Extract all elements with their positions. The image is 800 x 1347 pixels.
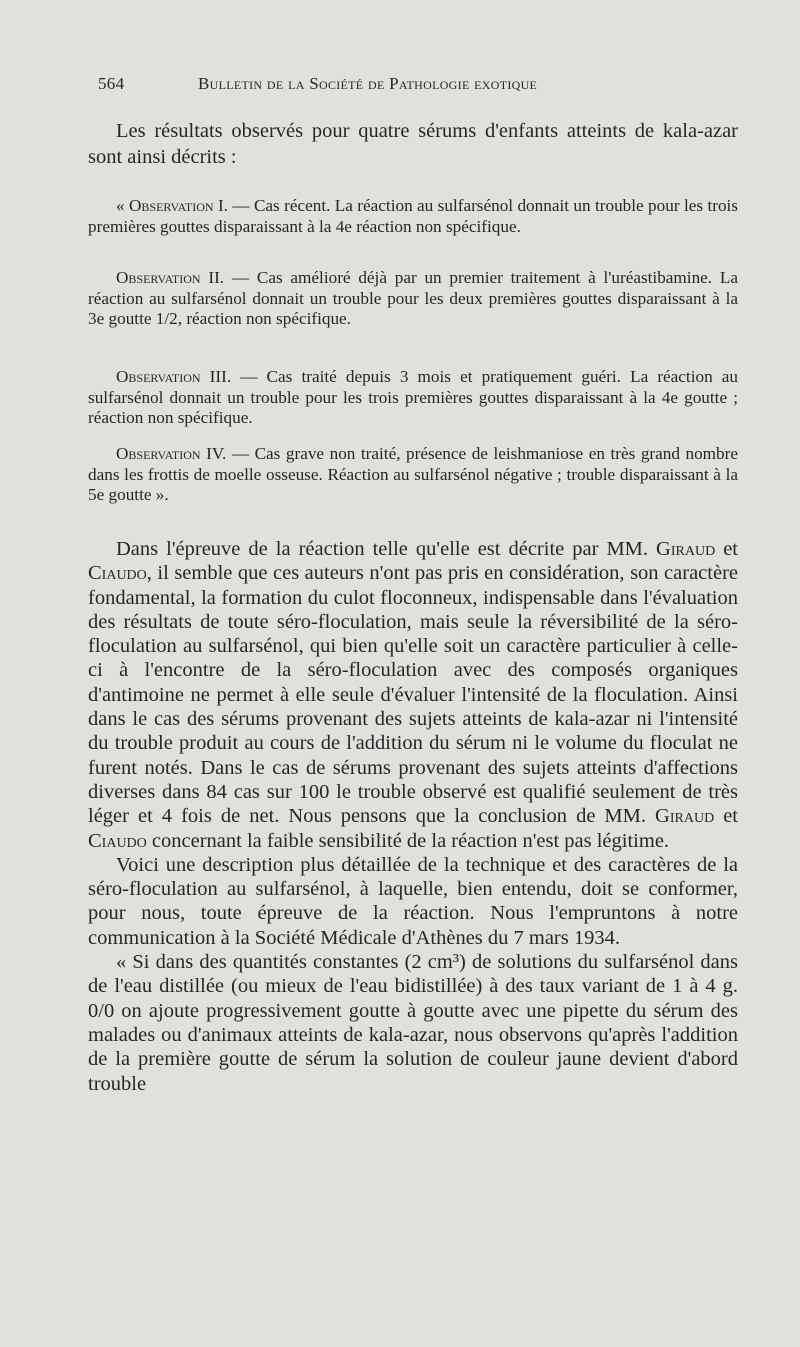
observation-label: Observation I.: [128, 196, 228, 215]
author-name: Ciaudo: [88, 562, 147, 585]
paragraph-1: Dans l'épreuve de la réaction telle qu'elle est décrite par MM. Giraud et Ciaudo, il semble que ces auteurs n'ont pas pris en considération, son caractère fondamental, la formation du culot floconneux, indispensable dans l'évaluation des résultats de toute séro-floculation, mais seule la réversibilité de la séro-floculation au sulfarsénol, qui bien qu'elle soit un caractère particulier à celle-ci à l'encontre de la séro-floculation avec des composés organiques d'antimoine ne permet à elle seule d'évaluer l'intensité de la floculation. Ainsi dans le cas des sérums provenant des sujets atteints de kala-azar ni l'intensité du trouble produit au cours de l'addition du sérum ni le volume du floculat ne furent notés. Dans le cas de sérums provenant des sujets atteints d'affections diverses dans 84 cas sur 100 le trouble observé est qualifié seulement de très léger et 4 fois de net. Nous pensons que la conclusion de MM. Giraud et Ciaudo concernant la faible sensibilité de la réaction n'est pas légitime.: [88, 538, 739, 852]
author-name: Giraud: [655, 805, 715, 828]
body-text: [88, 537, 738, 1096]
observation-3: Observation III. — Cas traité depuis 3 mois et pratiquement guéri. La réaction au sulfarsénol donnait un trouble pour les trois premières gouttes disparaissant à la 4e goutte ; réaction non spécifique.: [88, 367, 739, 427]
paragraph-2: Voici une description plus détaillée de la technique et des caractères de la séro-floculation au sulfarsénol, à laquelle, bien entendu, doit se conformer, pour nous, toute épreuve de la réaction. Nous l'empruntons à notre communication à la Société Médicale d'Athènes du 7 mars 1934.: [88, 853, 738, 949]
paragraph-3: « Si dans des quantités constantes (2 cm³) de solutions du sulfarsénol dans de l'eau distillée (ou mieux de l'eau bidistillée) à des taux variant de 1 à 4 g. 0/0 on ajoute progressivement goutte à goutte avec une pipette du sérum des malades ou d'animaux atteints de kala-azar, nous observons qu'après l'addition de la première goutte de sérum la solution de couleur jaune devient d'abord trouble: [88, 951, 738, 1095]
author-name: Ciaudo: [88, 829, 147, 852]
observation-4: Observation IV. — Cas grave non traité, présence de leishmaniose en très grand nombre dans les frottis de moelle osseuse. Réaction au sulfarsénol négative ; trouble disparaissant à la 5e goutte ».: [88, 444, 738, 504]
page-number: 564: [98, 74, 125, 93]
observation-1: « Observation I. — Cas récent. La réaction au sulfarsénol donnait un trouble pour les trois premières gouttes disparaissant à la 4e réaction non spécifique.: [88, 196, 738, 236]
journal-title: Bulletin de la Société de Pathologie exotique: [198, 74, 538, 93]
observation-label: Observation II.: [116, 268, 225, 287]
author-name: Giraud: [656, 538, 716, 560]
observation-label: Observation III.: [116, 367, 232, 386]
intro-paragraph: Les résultats observés pour quatre sérums d'enfants atteints de kala-azar sont ainsi décrits :: [88, 120, 738, 168]
observation-label: Observation IV.: [116, 444, 227, 463]
observation-2: Observation II. — Cas amélioré déjà par un premier traitement à l'uréastibamine. La réaction au sulfarsénol donnait un trouble pour les deux premières gouttes disparaissant à la 3e goutte 1/2, réaction non spécifique.: [88, 268, 738, 328]
